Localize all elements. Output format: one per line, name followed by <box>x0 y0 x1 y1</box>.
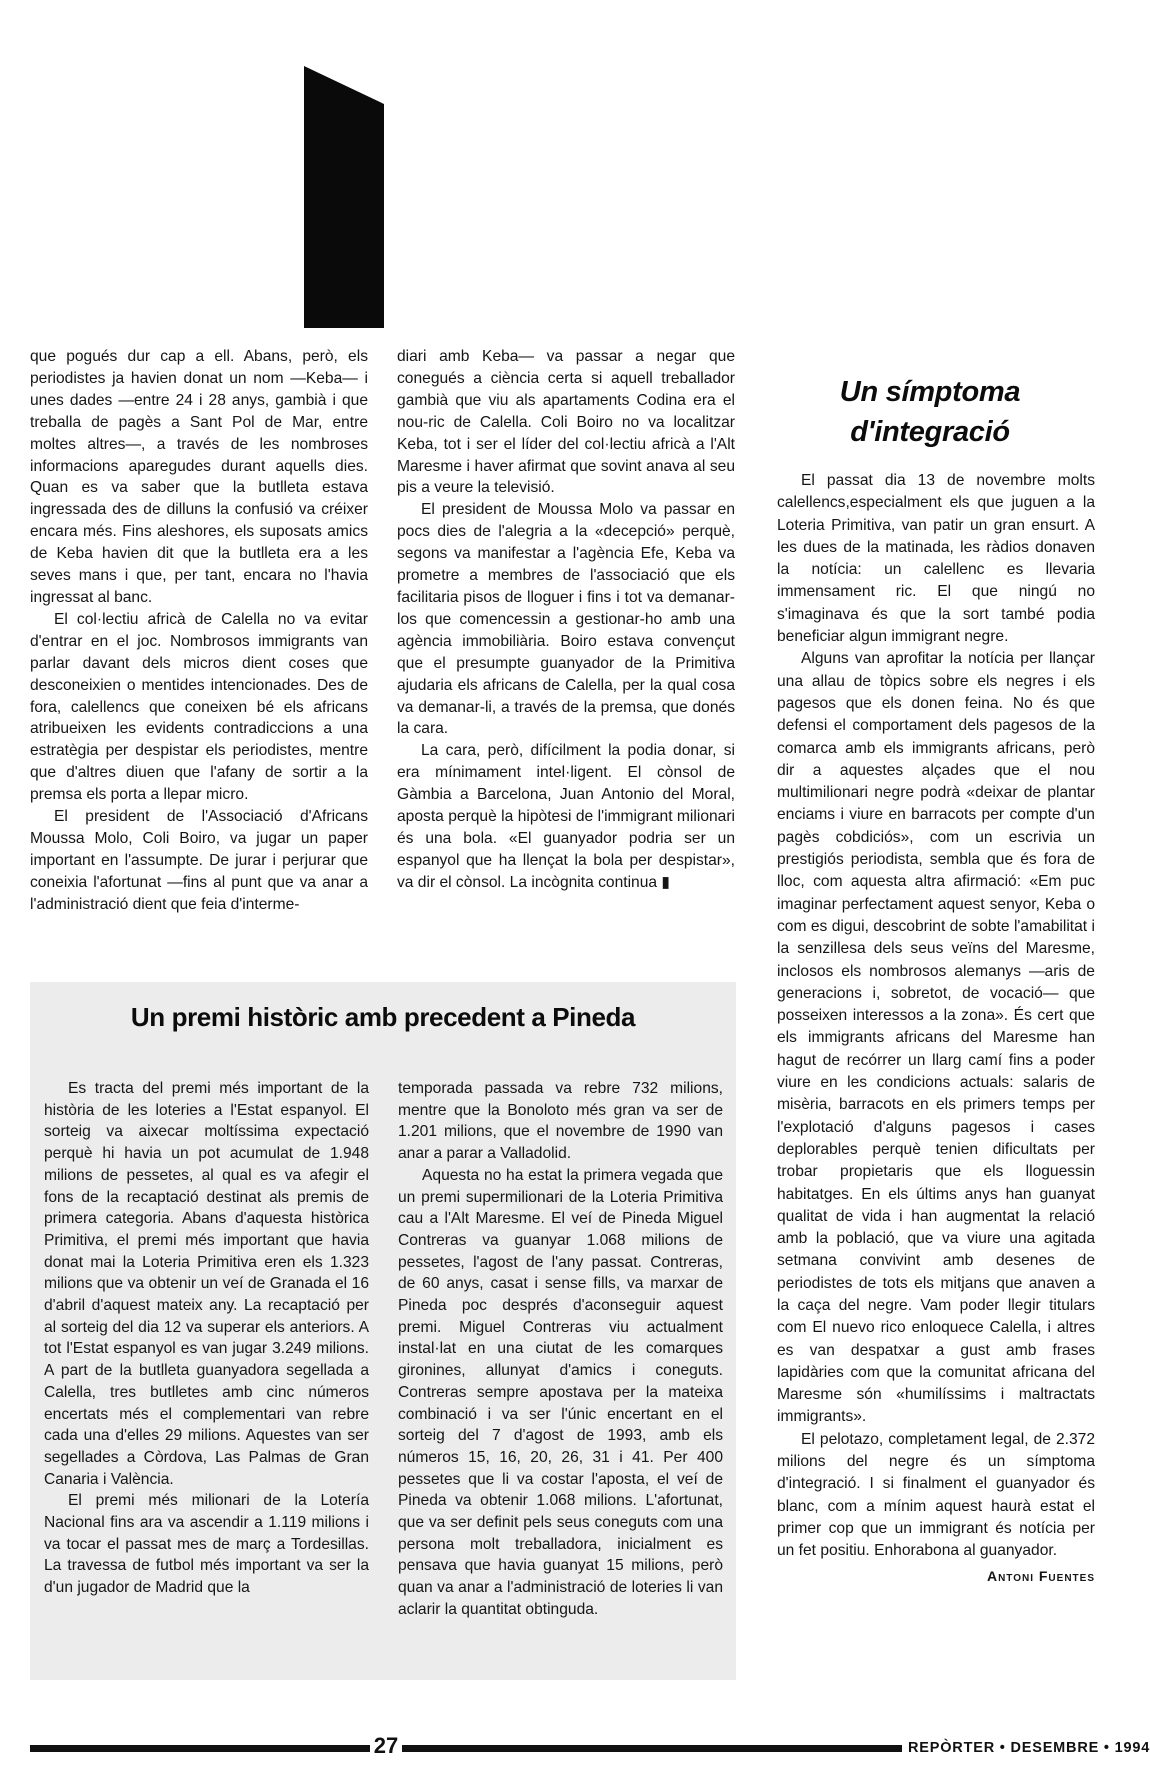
sidebar-column <box>777 470 1095 1587</box>
article-column-2 <box>397 346 735 894</box>
sidebar-paragraph: El passat dia 13 de novembre molts calellencs,especialment els que juguen a la Loteria Primitiva, van patir un gran ensurt. A les dues de la matinada, les ràdios donaven la notícia: un calellenc es llevaria immensament ric. El que ningú no s'imaginava és que la sort també podia beneficiar algun immigrant negre. <box>777 472 1095 646</box>
boxed-article-paragraph: El premi més milionari de la Lotería Nacional fins ara va ascendir a 1.119 milions i va tocar el passat mes de març a Tordesillas. La travessa de futbol més important va ser la d'un jugador de Madrid que la <box>44 1492 369 1597</box>
article-column-1 <box>30 346 368 916</box>
article-paragraph: diari amb Keba— va passar a negar que conegués a ciència certa si aquell treballador gambià que viu als apartaments Codina era el nou-ric de Calella. Coli Boiro no va localitzar Keba, tot i ser el líder del col·lectiu africà a l'Alt Maresme i haver afirmat que sovint anava al seu pis a veure la televisió. <box>397 348 735 497</box>
boxed-article-column-2 <box>398 1078 723 1621</box>
footer-rule-right <box>402 1745 902 1752</box>
sidebar-paragraph: El pelotazo, completament legal, de 2.372 milions del negre és un símptoma d'integració. I si finalment el guanyador és blanc, com a mínim aquest haurà estat el primer cop que un immigrant és notícia per un fet positiu. Enhorabona al guanyador. <box>777 1430 1095 1560</box>
article-paragraph: que pogués dur cap a ell. Abans, però, els periodistes ja havien donat un nom —Keba— i unes dades —entre 24 i 28 anys, gambià i que treballa de pagès a Sant Pol de Mar, entre moltes altres—, a través de les nombroses informacions aparegudes durant aquells dies. Quan es va saber que la butlleta estava ingressada des de dilluns la confusió va créixer encara més. Fins aleshores, els suposats amics de Keba havien dit que la butlleta era a les seves mans i que, per tant, encara no l'havia ingressat al banc. <box>30 348 368 606</box>
sidebar-title: Un símptoma d'integració <box>839 376 1021 448</box>
boxed-article-column-1 <box>44 1078 369 1599</box>
article-paragraph: La cara, però, difícilment la podia donar, si era mínimament intel·ligent. El cònsol de Gàmbia a Barcelona, Juan Antonio del Moral, aposta perquè la hipòtesi de l'immigrant milionari és una bola. «El guanyador podria ser un espanyol que ha llençat la bola per despistar», va dir el cònsol. La incògnita continua ▮ <box>397 742 735 891</box>
article-paragraph: El president de Moussa Molo va passar en pocs dies de l'alegria a la «decepció» perquè, segons va manifestar a l'agència Efe, Keba va prometre a membres de l'associació que els facilitaria pisos de lloguer i fins i tot va demanar-los que comencessin a gestionar-ho amb una agència immobiliària. Boiro estava convençut que el presumpte guanyador de la Primitiva ajudaria els africans de Calella, per la qual cosa va demanar-li, a través de la premsa, que donés la cara. <box>397 501 735 738</box>
boxed-article-title: Un premi històric amb precedent a Pineda <box>130 1002 636 1032</box>
article-paragraph: El col·lectiu africà de Calella no va evitar d'entrar en el joc. Nombrosos immigrants van parlar davant dels micros dient coses que desconeixien o mentides intencionades. Des de fora, calellencs que coneixen bé els africans atribueixen les evidents contradiccions a una estratègia per despistar els periodistes, mentre que d'altres diuen que l'afany de sortir a la premsa els porta a llepar micro. <box>30 610 368 804</box>
author-signature: Antoni Fuentes <box>986 1567 1095 1584</box>
boxed-article-paragraph: Aquesta no ha estat la primera vegada que un premi supermilionari de la Loteria Primitiva cau a l'Alt Maresme. El veí de Pineda Miguel Contreras va guanyar 1.068 milions de pessetes, l'agost de l'any passat. Contreras, de 60 anys, casat i sense fills, va marxar de Pineda poc després d'aconseguir aquest premi. Miguel Contreras viu actualment instal·lat en una ciutat de les comarques gironines, allunyat d'amics i coneguts. Contreras sempre apostava per la mateixa combinació i va ser l'únic encertant en el sorteig del 7 d'agost de 1993, amb els números 15, 16, 20, 26, 31 i 41. Per 400 pessetes que li va costar l'aposta, el veí de Pineda va obtenir 1.068 milions. L'afortunat, que va ser definit pels seus coneguts com una persona molt treballadora, inicialment es pensava que havia guanyat 15 milions, però quan va anar a l'administració de loteries li van aclarir la quantitat obtinguda. <box>398 1166 723 1618</box>
boxed-article-paragraph: Es tracta del premi més important de la història de les loteries a l'Estat espanyol. El sorteig va aixecar moltíssima expectació perquè hi havia un pot acumulat de 1.948 milions de pessetes, al qual es va afegir el fons de la recaptació destinat als premis de primera categoria. Abans d'aquesta històrica Primitiva, el premi més important que havia donat mai la Loteria Primitiva eren els 1.323 milions que va obtenir un veí de Granada el 16 d'abril d'aquest mateix any. La recaptació per al sorteig del dia 12 va superar els anteriors. A tot l'Estat espanyol es van jugar 3.249 milions. A part de la butlleta guanyadora segellada a Calella, tres butlletes amb cinc números encertats més el complementari van rebre cada una d'elles 29 milions. Aquestes van ser segellades a Còrdova, Las Palmas de Gran Canaria i València. <box>44 1080 369 1488</box>
article-paragraph: El president de l'Associació d'Africans Moussa Molo, Coli Boiro, va jugar un paper important en l'assumpte. De jurar i perjurar que coneixia l'afortunat —fins al punt que va anar a l'administració dient que feia d'interme- <box>30 808 368 913</box>
boxed-article-paragraph: temporada passada va rebre 732 milions, mentre que la Bonoloto més gran va ser de 1.201 milions, que el novembre de 1990 van anar a parar a Valladolid. <box>398 1080 723 1163</box>
decorative-graphic <box>304 66 384 328</box>
footer-publication-label: REPÒRTER • DESEMBRE • 1994 <box>908 1740 1150 1756</box>
sidebar-paragraph: Alguns van aprofitar la notícia per llançar una allau de tòpics sobre els negres i els pagesos que els donen feina. No és que defensi el comportament dels pagesos de la comarca amb els immigrants africans, però dir a aquestes alçades que el nou multimilionari negre podrà «deixar de plantar enciams i viure en barracots per compte d'un pagès cobdiciós», com un escrivia un prestigiós periodista, sembla que és fora de lloc, com aquesta altra afirmació: «Em puc imaginar perfectament aquest senyor, Keba o com es digui, descobrint de sobte l'amabilitat i la senzillesa dels seus veïns del Maresme, inclosos els nombrosos alemanys —aris de generacions i, sobretot, de vocació— que posseixen interessos a la zona». És cert que els immigrants africans del Maresme han hagut de recórrer un llarg camí fins a poder viure en les condicions actuals: salaris de misèria, barracots en els primers temps per l'explotació d'alguns pagesos i cases deplorables perquè tenien dificultats per trobar propietaris que els lloguessin habitatges. En els últims anys han guanyat qualitat de vida i han augmentat la relació amb la població, que va viure una agitada setmana convivint amb desenes de periodistes de tots els mitjans que anaven a la caça del negre. Vam poder llegir titulars com El nuevo rico enloquece Calella, i altres es van despatxar a gust amb frases lapidàries com que la comunitat africana del Maresme són «humilíssims i maltractats immigrants». <box>777 650 1095 1426</box>
page-number: 27 <box>373 1733 399 1758</box>
footer-rule-left <box>30 1745 370 1752</box>
